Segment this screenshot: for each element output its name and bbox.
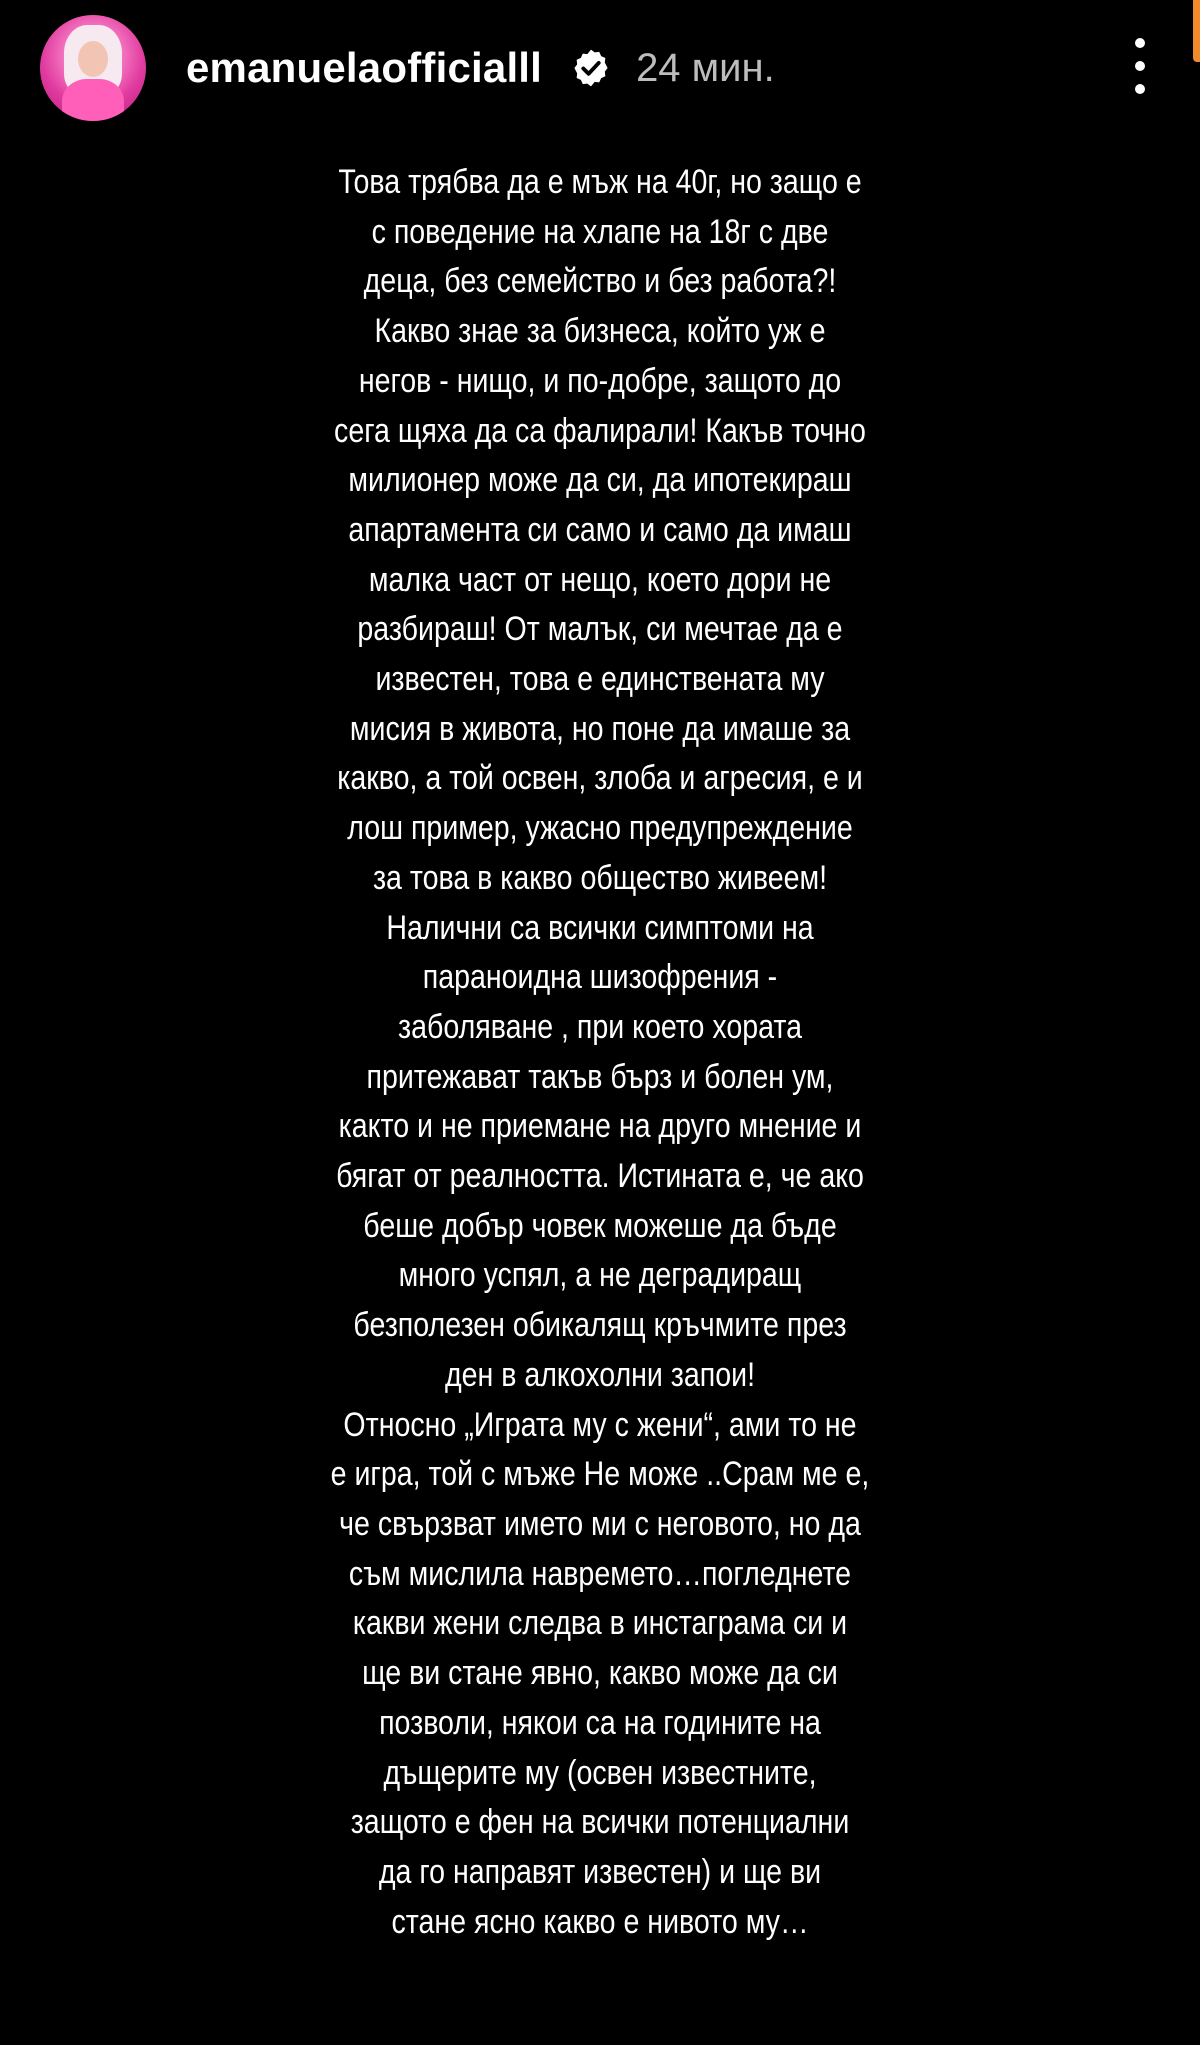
story-text-line: негов - нищо, и по-добре, защото до bbox=[358, 361, 842, 400]
story-header bbox=[40, 12, 1160, 124]
story-text-line: разбираш! От малък, си мечтае да е bbox=[357, 610, 843, 649]
story-text bbox=[270, 158, 930, 1947]
story-text-line: сега щяха да са фалирали! Какъв точно bbox=[334, 411, 866, 450]
avatar[interactable] bbox=[40, 15, 146, 121]
story-text-line: съм мислила навремето…погледнете bbox=[348, 1554, 852, 1593]
story-text-line: Налични са всички симптоми на bbox=[386, 908, 814, 947]
story-text-line: дъщерите му (освен известните, bbox=[383, 1753, 817, 1792]
story-text-line: ден в алкохолни запои! bbox=[444, 1355, 756, 1394]
story-text-line: Какво знае за бизнеса, който уж е bbox=[374, 312, 826, 351]
story-text-line: че свързват името ми с неговото, но да bbox=[339, 1504, 861, 1543]
story-text-line: ще ви стане явно, какво може да си bbox=[362, 1654, 838, 1693]
post-time: 24 мин. bbox=[636, 45, 775, 90]
story-text-line: позволи, някои са на годините на bbox=[379, 1703, 821, 1742]
username[interactable]: emanuelaofficialll bbox=[186, 44, 543, 91]
story-text-line: деца, без семейство и без работа?! bbox=[363, 262, 837, 301]
story-text-line: какви жени следва в инстаграма си и bbox=[352, 1604, 848, 1643]
story-text-line: известен, това е единствената му bbox=[375, 660, 825, 699]
story-text-line: заболяване , при което хората bbox=[397, 1007, 802, 1046]
story-text-line: стане ясно какво е нивото му… bbox=[391, 1902, 809, 1941]
story-text-line: милионер може да си, да ипотекираш bbox=[348, 461, 852, 500]
verified-badge-icon bbox=[570, 47, 612, 89]
story-text-line: да го направят известен) и ще ви bbox=[378, 1852, 822, 1891]
story-text-line: защото е фен на всички потенциални bbox=[350, 1803, 850, 1842]
story-text-line: Относно „Играта му с жени“, ами то не bbox=[343, 1405, 857, 1444]
story-text-line: какво, а той освен, злоба и агресия, е и bbox=[337, 759, 863, 798]
story-text-line: мисия в живота, но поне да имаше за bbox=[349, 709, 851, 748]
story-text-line: параноидна шизофрения - bbox=[422, 958, 778, 997]
story-text-line: безполезен обикалящ кръчмите през bbox=[353, 1306, 847, 1345]
story-text-line: с поведение на хлапе на 18г с две bbox=[371, 212, 829, 251]
story-text-line: апартамента си само и само да имаш bbox=[348, 510, 852, 549]
story-text-line: бягат от реалността. Истината е, че ако bbox=[336, 1157, 864, 1196]
story-text-line: Това трябва да е мъж на 40г, но защо е bbox=[338, 163, 862, 201]
story-text-line: както и не приемане на друго мнение и bbox=[338, 1107, 862, 1146]
story-text-line: беше добър човек можеше да бъде bbox=[363, 1206, 837, 1245]
story-text-line: малка част от нещо, което дори не bbox=[368, 560, 832, 599]
story-progress-indicator bbox=[1193, 0, 1200, 62]
more-vertical-icon[interactable] bbox=[1120, 30, 1160, 102]
story-text-line: притежават такъв бърз и болен ум, bbox=[366, 1057, 834, 1096]
story-text-line: за това в какво общество живеем! bbox=[372, 858, 828, 897]
story-text-line: е игра, той с мъже Не може ..Срам ме е, bbox=[330, 1455, 870, 1494]
story-text-line: много успял, а не деградиращ bbox=[398, 1256, 802, 1295]
story-text-line: лош пример, ужасно предупреждение bbox=[347, 809, 853, 848]
